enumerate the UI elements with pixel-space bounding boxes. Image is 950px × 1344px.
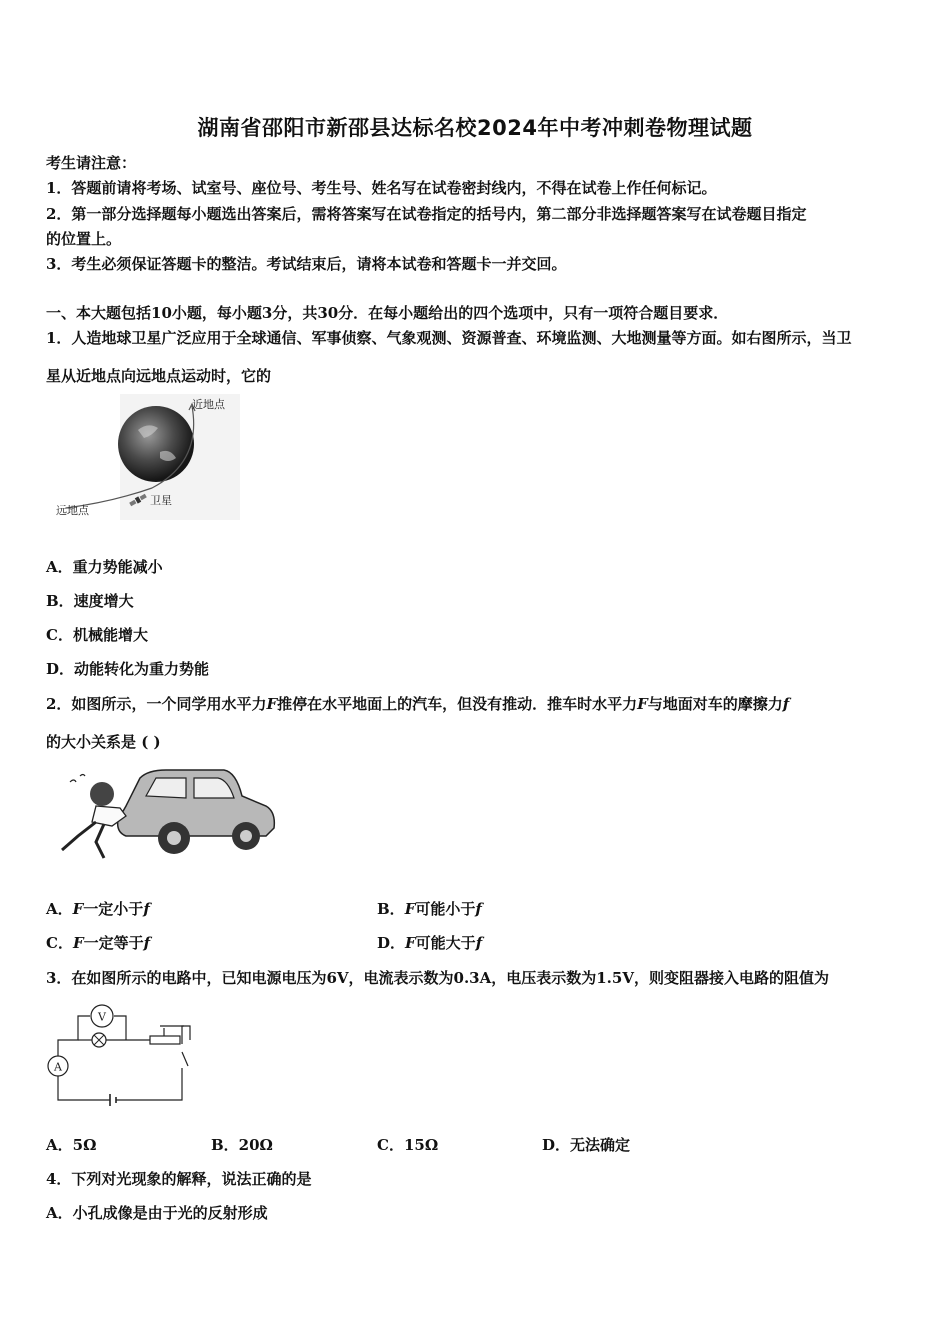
circuit-svg (44, 996, 194, 1110)
q2-option-c: C．F一定等于f (46, 934, 151, 952)
var-f: f (782, 695, 790, 713)
q2-stem-part-b: 推停在水平地面上的汽车，但没有推动．推车时水平力 (277, 695, 638, 713)
q3-option-c: C．15Ω (377, 1136, 439, 1154)
battery-icon (110, 1094, 116, 1106)
var-F: F (266, 695, 278, 713)
q1-option-b: B．速度增大 (46, 592, 134, 610)
satellite-label: 卫星 (150, 494, 172, 507)
switch-lever (182, 1052, 188, 1066)
q2-stem-line2: 的大小关系是 ( ) (46, 733, 161, 751)
q4-stem-line1: 4．下列对光现象的解释，说法正确的是 (46, 1170, 312, 1188)
q2-stem-line1 (46, 693, 789, 714)
push-car-svg (56, 766, 280, 864)
q2-option-a: A．F一定小于f (46, 900, 150, 918)
page-title: 湖南省邵阳市新邵县达标名校2024年中考冲刺卷物理试题 (197, 116, 753, 140)
satellite-orbit-figure (52, 392, 242, 522)
q2-option-b: B．F可能小于f (377, 900, 482, 918)
earth-globe (118, 406, 194, 482)
notice-item-2-cont: 的位置上。 (46, 230, 122, 248)
apogee-label: 远地点 (56, 504, 89, 517)
q2-option-d: D．F可能大于f (377, 934, 483, 952)
satellite-orbit-svg (52, 392, 242, 522)
ammeter-label: A (54, 1060, 62, 1074)
notice-item-3: 3．考生必须保证答题卡的整洁。考试结束后，请将本试卷和答题卡一并交回。 (46, 255, 567, 273)
voltmeter-label: V (98, 1010, 106, 1024)
q1-stem-line1: 1．人造地球卫星广泛应用于全球通信、军事侦察、气象观测、资源普查、环境监测、大地测量等方面。如右图所示，当卫 (46, 329, 852, 347)
q1-option-c: C．机械能增大 (46, 626, 148, 644)
q1-option-d: D．动能转化为重力势能 (46, 660, 210, 678)
push-car-figure (56, 766, 280, 864)
q3-option-b: B．20Ω (211, 1136, 273, 1154)
q3-option-a: A．5Ω (46, 1136, 97, 1154)
q1-option-a: A．重力势能减小 (46, 558, 163, 576)
q4-option-a: A．小孔成像是由于光的反射形成 (46, 1204, 268, 1222)
notice-item-2: 2．第一部分选择题每小题选出答案后，需将答案写在试卷指定的括号内，第二部分非选择题答案写在试卷题目指定 (46, 205, 807, 223)
section-heading: 一、本大题包括10小题，每小题3分，共30分．在每小题给出的四个选项中，只有一项符合题目要求． (46, 304, 729, 322)
notice-item-1: 1．答题前请将考场、试室号、座位号、考生号、姓名写在试卷密封线内，不得在试卷上作任何标记。 (46, 179, 717, 197)
perigee-label: 近地点 (192, 398, 225, 411)
rheostat-icon (150, 1036, 180, 1044)
q3-stem-line1: 3．在如图所示的电路中，已知电源电压为6V，电流表示数为0.3A，电压表示数为1.5V，则变阻器接入电路的阻值为 (46, 969, 829, 987)
q3-option-d: D．无法确定 (542, 1136, 631, 1154)
q1-stem-line2: 星从近地点向远地点运动时，它的 (46, 367, 272, 385)
notice-heading: 考生请注意： (46, 154, 137, 172)
var-F: F (637, 695, 648, 713)
person-head (90, 782, 114, 806)
sweat-icon (70, 775, 85, 783)
circuit-figure (44, 996, 194, 1110)
q2-stem-part-c: 与地面对车的摩擦力 (647, 695, 783, 713)
q2-stem-part-a: 2．如图所示，一个同学用水平力 (46, 695, 267, 713)
person-legs (62, 822, 104, 858)
